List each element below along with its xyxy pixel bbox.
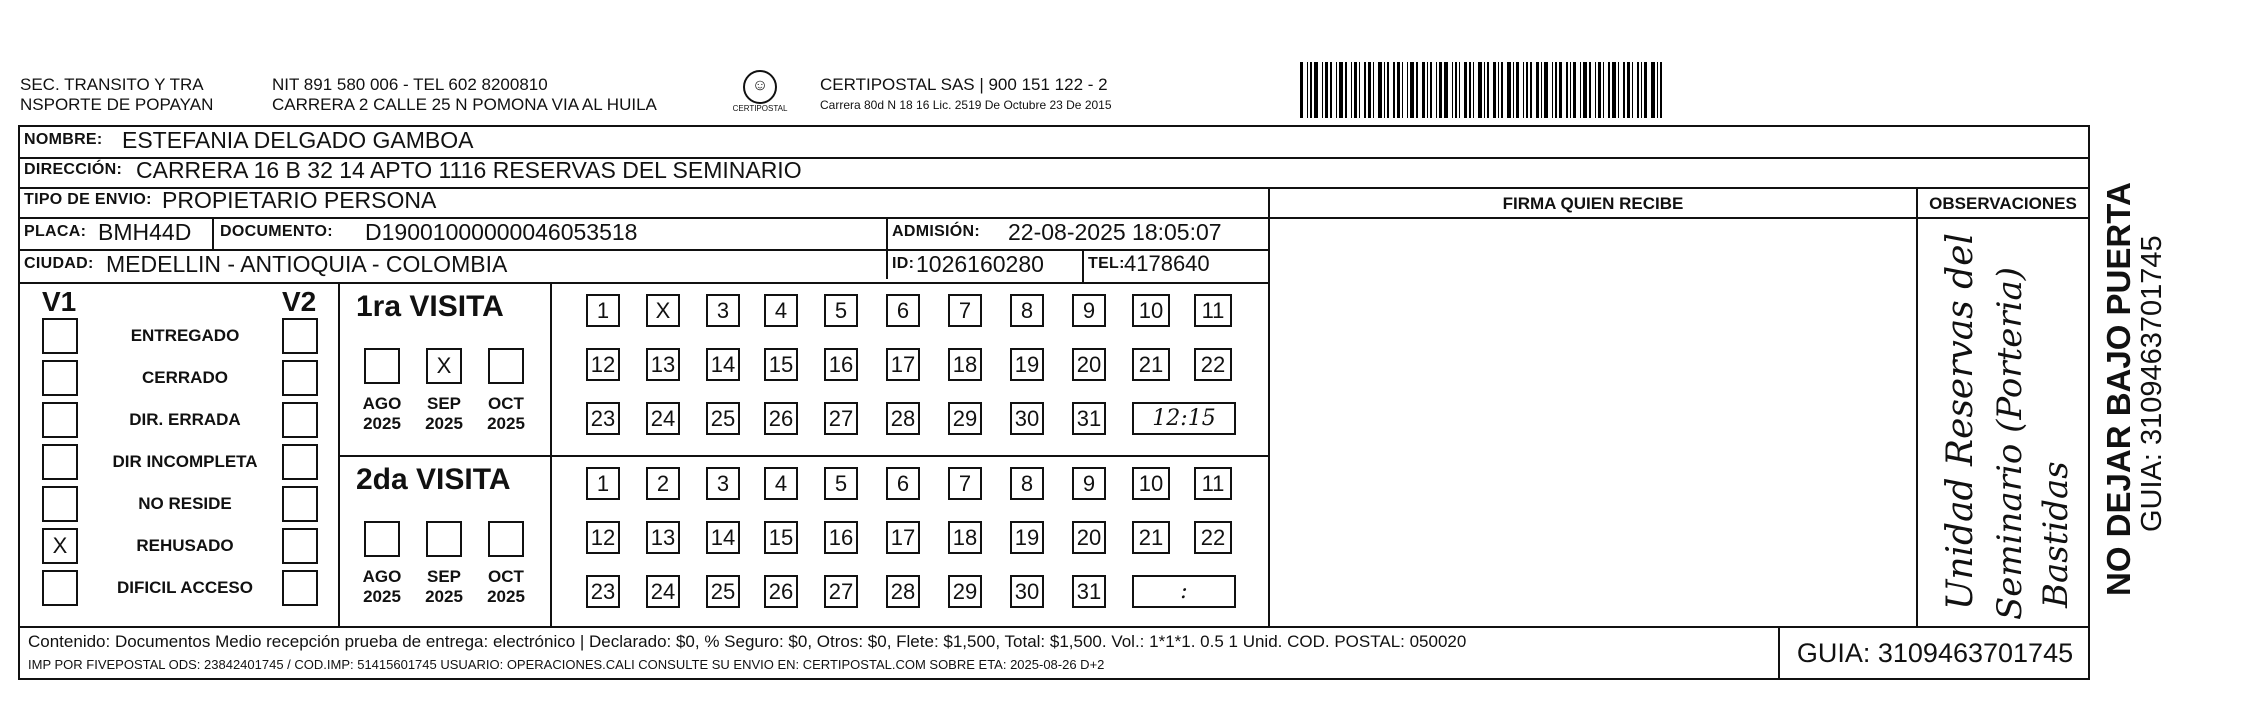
status-checkbox-v1[interactable] [42, 360, 78, 396]
day-box[interactable]: 18 [948, 521, 982, 554]
nombre-value: ESTEFANIA DELGADO GAMBOA [122, 127, 474, 153]
day-box[interactable]: 9 [1072, 294, 1106, 327]
visit1-title: 1ra VISITA [356, 290, 504, 323]
day-box[interactable]: 5 [824, 294, 858, 327]
day-box[interactable]: 11 [1194, 467, 1232, 500]
day-box[interactable]: 7 [948, 294, 982, 327]
day-box[interactable]: 7 [948, 467, 982, 500]
day-box[interactable]: 15 [764, 521, 798, 554]
status-label: DIR INCOMPLETA [112, 452, 258, 471]
day-box[interactable]: 4 [764, 294, 798, 327]
placa-divider [212, 219, 214, 249]
month-label [478, 567, 534, 607]
v2-header: V2 [282, 286, 317, 317]
certipostal-logo [725, 70, 795, 112]
visit1-days [552, 284, 1268, 454]
day-box[interactable]: 21 [1132, 348, 1170, 381]
day-box[interactable]: 2 [646, 467, 680, 500]
documento-value: D19001000000046053518 [365, 219, 638, 245]
status-checkbox-v2[interactable] [282, 360, 318, 396]
day-box[interactable]: 30 [1010, 402, 1044, 435]
day-box[interactable]: 1 [586, 294, 620, 327]
day-box[interactable]: 14 [706, 521, 740, 554]
status-checkbox-v1[interactable] [42, 486, 78, 522]
logo-text: CERTIPOSTAL [732, 104, 788, 113]
day-box[interactable]: 11 [1194, 294, 1232, 327]
side-guia: GUIA: 3109463701745 [2136, 235, 2168, 532]
month-label [354, 567, 410, 607]
sender-name [20, 75, 213, 115]
id-label: ID: [892, 255, 915, 272]
tel-divider [1082, 249, 1084, 282]
status-checkbox-v1[interactable] [42, 570, 78, 606]
day-box[interactable]: 28 [886, 575, 920, 608]
status-checkbox-v2[interactable] [282, 318, 318, 354]
day-box[interactable]: 3 [706, 294, 740, 327]
month-label [416, 567, 472, 607]
month-checkbox[interactable] [364, 521, 400, 557]
day-box[interactable]: 6 [886, 467, 920, 500]
ciudad-label: CIUDAD: [24, 255, 94, 272]
day-box[interactable]: 26 [764, 575, 798, 608]
month-year: 2025 [363, 587, 401, 606]
header-underline [1270, 217, 2088, 219]
day-box[interactable]: 19 [1010, 348, 1044, 381]
documento-label: DOCUMENTO: [220, 223, 333, 240]
visit2-section [340, 457, 550, 627]
ciudad-value: MEDELLIN - ANTIOQUIA - COLOMBIA [106, 251, 508, 277]
sender-line-2: NSPORTE DE POPAYAN [20, 95, 214, 114]
status-checkbox-v1[interactable] [42, 318, 78, 354]
visit1-section [340, 284, 550, 454]
day-box[interactable]: 23 [586, 402, 620, 435]
status-label: DIFICIL ACCESO [116, 578, 253, 597]
day-box[interactable]: 31 [1072, 402, 1106, 435]
row-nombre [20, 127, 2088, 159]
day-box[interactable]: 31 [1072, 575, 1106, 608]
day-box[interactable]: 29 [948, 575, 982, 608]
day-box[interactable]: 27 [824, 575, 858, 608]
status-label: REHUSADO [136, 536, 234, 555]
month-label [354, 394, 410, 434]
visit2-days [552, 457, 1268, 627]
direccion-value: CARRERA 16 B 32 14 APTO 1116 RESERVAS DEL SEMINARIO [136, 157, 802, 183]
month-checkbox[interactable]: X [426, 348, 462, 384]
nombre-label: NOMBRE: [24, 131, 103, 148]
footer-content: Contenido: Documentos Medio recepción prueba de entrega: electrónico | Declarado: $0, % Seguro: $0, Otros: $0, Flete: $1,500, Total: $1,500. Vol.: 1*1*1. 0.5 1 Unid. COD. POSTAL: 050020 [28, 632, 1467, 651]
day-box[interactable]: 14 [706, 348, 740, 381]
status-section [20, 284, 338, 626]
status-checkbox-v1[interactable]: X [42, 528, 78, 564]
month-year: 2025 [487, 414, 525, 433]
side-notice: NO DEJAR BAJO PUERTA [2100, 182, 2137, 596]
row-placa [20, 219, 1268, 251]
admision-value: 22-08-2025 18:05:07 [1008, 219, 1222, 245]
divider-firma [1268, 189, 1270, 627]
observation-line-3: Bastidas [2036, 461, 2076, 608]
status-checkbox-v2[interactable] [282, 486, 318, 522]
day-box[interactable]: 13 [646, 521, 680, 554]
day-box[interactable]: X [646, 294, 680, 327]
day-box[interactable]: 18 [948, 348, 982, 381]
firma-header: FIRMA QUIEN RECIBE [1502, 194, 1684, 213]
day-box[interactable]: 15 [764, 348, 798, 381]
status-checkbox-v1[interactable] [42, 444, 78, 480]
day-box[interactable]: 12 [586, 521, 620, 554]
month-name: OCT [488, 394, 524, 413]
status-checkbox-v2[interactable] [282, 402, 318, 438]
divider-observaciones [1916, 189, 1918, 627]
tel-value: 4178640 [1124, 251, 1210, 276]
month-checkbox[interactable] [488, 348, 524, 384]
month-name: AGO [362, 567, 402, 586]
placa-label: PLACA: [24, 223, 87, 240]
month-year: 2025 [425, 414, 463, 433]
company-line-1: CERTIPOSTAL SAS | 900 151 122 - 2 [820, 75, 1108, 94]
day-box[interactable]: 23 [586, 575, 620, 608]
tel-label: TEL: [1088, 255, 1125, 272]
nit-line: NIT 891 580 006 - TEL 602 8200810 [272, 75, 548, 94]
row-tipo [20, 187, 1268, 219]
footer-guia: GUIA: 3109463701745 [1778, 628, 2090, 678]
day-box[interactable]: 4 [764, 467, 798, 500]
time-box[interactable]: : [1132, 575, 1236, 608]
barcode [1300, 62, 1940, 118]
day-box[interactable]: 20 [1072, 348, 1106, 381]
month-checkbox[interactable] [488, 521, 524, 557]
day-box[interactable]: 29 [948, 402, 982, 435]
v1-header: V1 [42, 286, 77, 317]
observation-line-1: Unidad Reservas del [1940, 232, 1981, 610]
status-checkbox-v2[interactable] [282, 570, 318, 606]
month-checkbox[interactable] [426, 521, 462, 557]
month-checkbox[interactable] [364, 348, 400, 384]
day-box[interactable]: 9 [1072, 467, 1106, 500]
visit2-title: 2da VISITA [356, 463, 511, 496]
day-box[interactable]: 6 [886, 294, 920, 327]
day-box[interactable]: 26 [764, 402, 798, 435]
day-box[interactable]: 21 [1132, 521, 1170, 554]
day-box[interactable]: 24 [646, 575, 680, 608]
day-box[interactable]: 13 [646, 348, 680, 381]
status-checkbox-v2[interactable] [282, 444, 318, 480]
company-details [820, 75, 1112, 115]
tipo-label: TIPO DE ENVIO: [24, 191, 152, 208]
status-label: DIR. ERRADA [129, 410, 241, 429]
status-label: NO RESIDE [138, 494, 232, 513]
placa-value: BMH44D [98, 219, 192, 245]
month-year: 2025 [363, 414, 401, 433]
day-box[interactable]: 25 [706, 575, 740, 608]
day-box[interactable]: 22 [1194, 348, 1232, 381]
day-box[interactable]: 17 [886, 521, 920, 554]
day-box[interactable]: 20 [1072, 521, 1106, 554]
observaciones-header: OBSERVACIONES [1929, 194, 2077, 213]
day-box[interactable]: 10 [1132, 467, 1170, 500]
month-year: 2025 [425, 587, 463, 606]
day-box[interactable]: 25 [706, 402, 740, 435]
status-checkbox-v1[interactable] [42, 402, 78, 438]
day-box[interactable]: 17 [886, 348, 920, 381]
month-name: SEP [426, 567, 462, 586]
time-box[interactable]: 12:15 [1132, 402, 1236, 435]
status-label: CERRADO [142, 368, 228, 387]
row-direccion [20, 157, 2088, 189]
month-label [416, 394, 472, 434]
admision-label: ADMISIÓN: [892, 223, 981, 240]
row-ciudad [20, 249, 1268, 284]
day-box[interactable]: 10 [1132, 294, 1170, 327]
direccion-label: DIRECCIÓN: [24, 161, 123, 178]
day-box[interactable]: 16 [824, 521, 858, 554]
day-box[interactable]: 8 [1010, 467, 1044, 500]
month-name: OCT [488, 567, 524, 586]
day-box[interactable]: 28 [886, 402, 920, 435]
day-box[interactable]: 1 [586, 467, 620, 500]
day-box[interactable]: 12 [586, 348, 620, 381]
sender-details [272, 75, 657, 115]
sender-line-1: SEC. TRANSITO Y TRA [20, 75, 204, 94]
day-box[interactable]: 22 [1194, 521, 1232, 554]
month-label [478, 394, 534, 434]
day-box[interactable]: 27 [824, 402, 858, 435]
status-label: ENTREGADO [130, 326, 240, 345]
day-box[interactable]: 5 [824, 467, 858, 500]
id-value: 1026160280 [916, 251, 1044, 277]
tipo-value: PROPIETARIO PERSONA [162, 187, 437, 213]
month-name: AGO [362, 394, 402, 413]
address-line: CARRERA 2 CALLE 25 N POMONA VIA AL HUILA [272, 95, 657, 114]
observation-line-2: Seminario (Porteria) [1990, 266, 2030, 620]
day-box[interactable]: 8 [1010, 294, 1044, 327]
month-name: SEP [426, 394, 462, 413]
logo-icon: ☺ [743, 70, 777, 104]
day-box[interactable]: 16 [824, 348, 858, 381]
day-box[interactable]: 3 [706, 467, 740, 500]
day-box[interactable]: 24 [646, 402, 680, 435]
status-checkbox-v2[interactable] [282, 528, 318, 564]
month-year: 2025 [487, 587, 525, 606]
footer-imp: IMP POR FIVEPOSTAL ODS: 23842401745 / COD.IMP: 51415601745 USUARIO: OPERACIONES.CALI CONSULTE SU ENVIO EN: CERTIPOSTAL.COM SOBRE ETA: 2025-08-26 D+2 [28, 657, 1105, 672]
day-box[interactable]: 19 [1010, 521, 1044, 554]
day-box[interactable]: 30 [1010, 575, 1044, 608]
company-line-2: Carrera 80d N 18 16 Lic. 2519 De Octubre 23 De 2015 [820, 98, 1112, 112]
